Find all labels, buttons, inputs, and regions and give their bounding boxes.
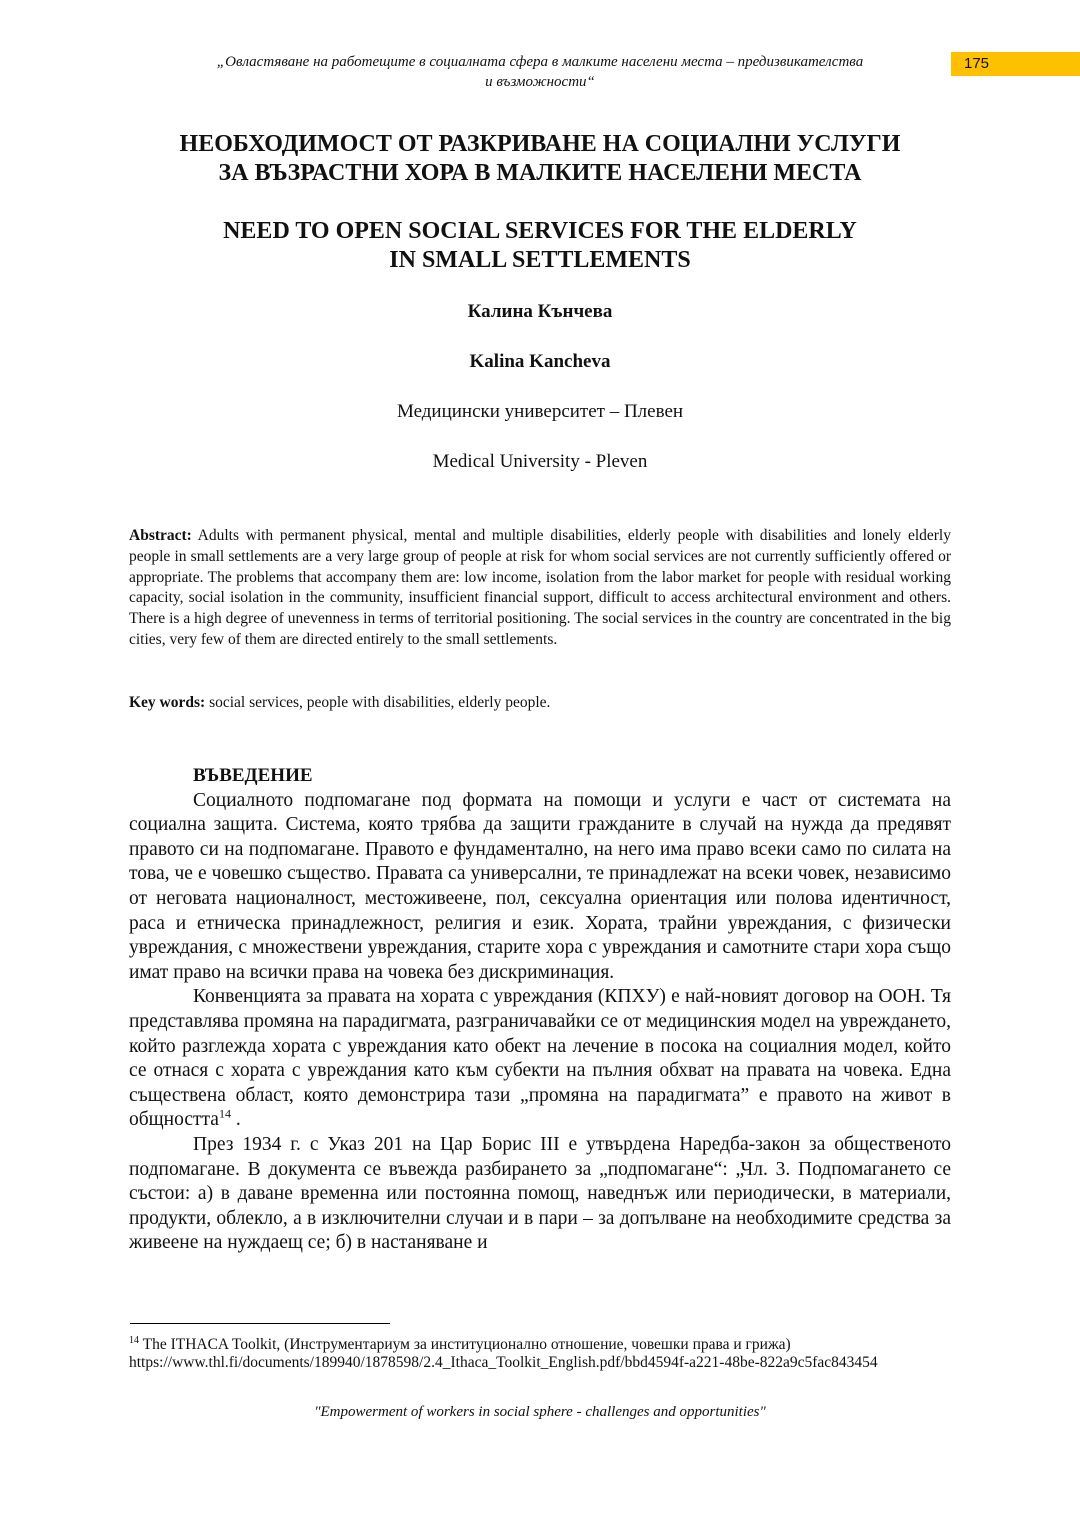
page-number-badge: 175 — [951, 52, 1080, 76]
paragraph-2 — [129, 985, 951, 1133]
abstract-text: Adults with permanent physical, mental and multiple disabilities, elderly people with disabilities and lonely elderly people in small settlements are a very large group of people at risk for whom social services are not currently sufficiently offered or appropriate. The problems that accompany them are: low income, isolation from the labor market for people with residual working capacity, social isolation in the community, insufficient financial support, difficult to access architectural environment and others. There is a high degree of unevenness in terms of territorial positioning. The social services in the country are concentrated in the big cities, very few of them are directed entirely to the small settlements. — [129, 527, 951, 648]
title-en-line1: NEED TO OPEN SOCIAL SERVICES FOR THE ELDERLY — [223, 218, 857, 244]
paragraph-3: През 1934 г. с Указ 201 на Цар Борис III е утвърдена Наредба-закон за общественото подпомагане. В документа се въвежда разбирането за „подпомагане“: „Чл. 3. Подпомагането се състои: а) в даване временна или постоянна помощ, наведнъж или периодически, в материали, продукти, облекло, а в изключителни случаи и в пари – за допълване на необходимите средства за живеене на нуждаещ се; б) в настаняване и — [129, 1133, 951, 1254]
title-bg-line1: НЕОБХОДИМОСТ ОТ РАЗКРИВАНЕ НА СОЦИАЛНИ УСЛУГИ — [179, 131, 901, 157]
abstract-label: Abstract: — [129, 527, 192, 544]
footnote-divider — [130, 1323, 390, 1324]
section-heading: ВЪВЕДЕНИЕ — [193, 765, 313, 786]
title-bulgarian — [130, 130, 950, 188]
affiliation-english: Medical University - Pleven — [432, 451, 648, 472]
author-name-english: Kalina Kancheva — [469, 351, 611, 372]
paragraph-1: Социалното подпомагане под формата на помощи и услуги е част от системата на социална защита. Система, която трябва да защити гражданите в случай на нужда да предявят правото си на подпомагане. Правото е фундаментално, на него има право всеки само по силата на това, че е човешко същество. Правата са универсални, те принадлежат на всеки човек, независимо от неговата националност, местоживеене, пол, сексуална ориентация или полова идентичност, раса и етническа принадлежност, религия и език. Хората, трайни увреждания, с физически увреждания, с множествени увреждания, старите хора с увреждания и самотните стари хора също имат право на всички права на човека без дискриминация. — [129, 789, 951, 983]
keywords — [129, 693, 951, 714]
abstract — [129, 526, 951, 651]
footnote-number: 14 — [129, 1334, 139, 1346]
body-text — [129, 764, 951, 1256]
footnote-text: The ITHACA Toolkit, (Инструментариум за институционално отношение, човешки права и грижа) — [139, 1336, 791, 1353]
paragraph-2-text: Конвенцията за правата на хората с увреждания (КПХУ) е най-новият договор на ООН. Тя представлява промяна на парадигмата, разграничавайки се от медицинския модел на увреждането, който разглежда хората с увреждания като обект на лечение в посока на социалния модел, който се отнася с хората с увреждания като към субекти на пълния обхват на правата на човека. Една съществена област, която демонстрира тази „промяна на парадигмата” е правото на живот в общността — [129, 986, 951, 1131]
author-name-bulgarian: Калина Кънчева — [467, 301, 613, 322]
title-english — [130, 217, 950, 275]
title-en-line2: IN SMALL SETTLEMENTS — [389, 247, 691, 273]
running-header — [130, 52, 950, 92]
paragraph-2-end: . — [230, 1109, 241, 1131]
footnote-url-link[interactable]: https://www.thl.fi/documents/189940/1878598/2.4_Ithaca_Toolkit_English.pdf/bbd4594f-a221-48be-822a9c5fac843454 — [129, 1353, 878, 1371]
keywords-text: social services, people with disabilities, elderly people. — [209, 694, 551, 711]
title-bg-line2: ЗА ВЪЗРАСТНИ ХОРА В МАЛКИТЕ НАСЕЛЕНИ МЕСТА — [218, 160, 862, 186]
running-footer: "Empowerment of workers in social sphere - challenges and opportunities" — [314, 1404, 766, 1420]
keywords-label: Key words: — [129, 694, 206, 711]
affiliation-bulgarian: Медицински университет – Плевен — [396, 401, 684, 422]
footnote-reference[interactable]: 14 — [218, 1106, 231, 1121]
running-header-line2: и възможности“ — [485, 74, 595, 90]
running-header-line1: „Овластяване на работещите в социалната сфера в малките населени места – предизвикателства — [216, 54, 864, 70]
footnote — [129, 1336, 951, 1371]
